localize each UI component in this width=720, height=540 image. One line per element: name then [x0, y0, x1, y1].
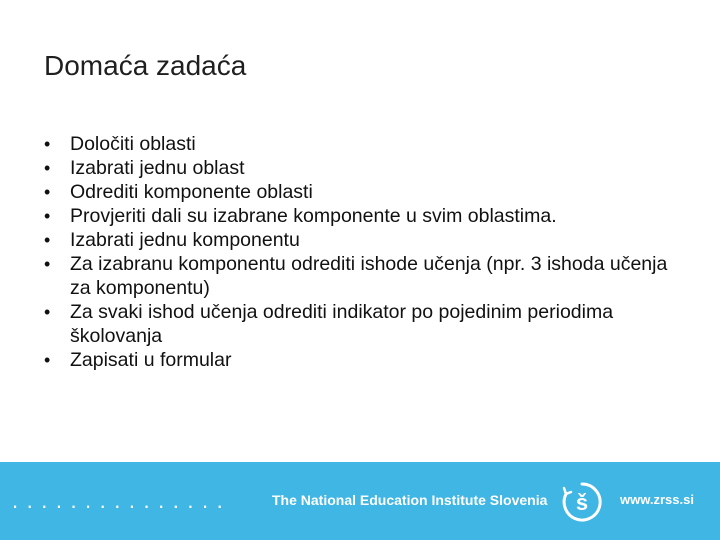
institute-name: The National Education Institute Slovenia: [272, 492, 548, 508]
footer-dots-decoration: ...............: [12, 488, 232, 513]
list-item-text: Odrediti komponente oblasti: [70, 181, 313, 203]
zrss-logo-icon: [560, 480, 604, 524]
list-item: [44, 156, 684, 180]
bullet-icon: •: [44, 182, 51, 202]
bullet-icon: •: [44, 302, 51, 322]
list-item: [44, 228, 684, 252]
bullet-icon: •: [44, 350, 51, 370]
list-item-text: Izabrati jednu oblast: [70, 157, 245, 179]
slide-title: Domaća zadaća: [44, 50, 247, 81]
bullet-list: [44, 132, 684, 372]
bullet-icon: •: [44, 206, 51, 226]
list-item-text: Določiti oblasti: [70, 133, 196, 155]
list-item-text: Provjeriti dali su izabrane komponente u svim oblastima.: [70, 205, 557, 227]
bullet-icon: •: [44, 134, 51, 154]
list-item: [44, 180, 684, 204]
list-item: [44, 204, 684, 228]
list-item-text: Izabrati jednu komponentu: [70, 229, 300, 251]
bullet-icon: •: [44, 230, 51, 250]
logo-letter: š: [575, 490, 589, 515]
list-item-text: Zapisati u formular: [70, 349, 232, 371]
list-item: [44, 132, 684, 156]
footer-bar: [0, 462, 720, 540]
list-item-text: Za izabranu komponentu odrediti ishode učenja (npr. 3 ishoda učenja za komponentu): [70, 253, 668, 299]
list-item: [44, 252, 684, 300]
list-item: [44, 348, 684, 372]
list-item: [44, 300, 684, 348]
list-item-text: Za svaki ishod učenja odrediti indikator po pojedinim periodima školovanja: [70, 301, 614, 347]
bullet-icon: •: [44, 254, 51, 274]
website-url: www.zrss.si: [620, 492, 694, 507]
bullet-icon: •: [44, 158, 51, 178]
